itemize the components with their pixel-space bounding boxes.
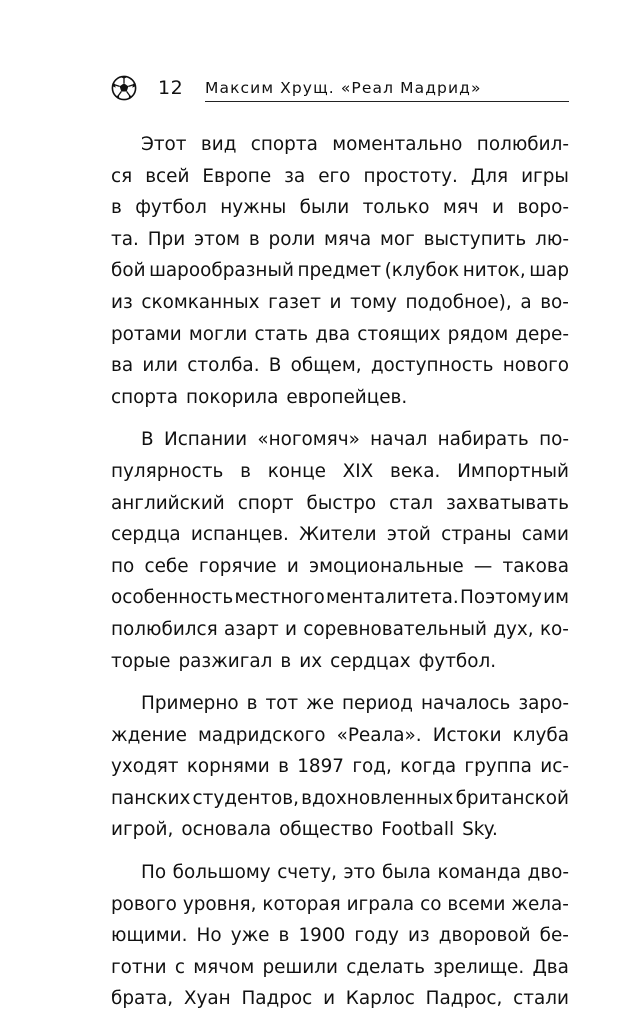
paragraph [111, 424, 569, 677]
body-text [111, 129, 569, 1026]
text-line: готни с мячом решили сделать зрелище. Два [111, 956, 569, 978]
text-line: в футбол нужны были только мяч и воро- [111, 197, 569, 219]
text-line: панских студентов, вдохновленных британской [111, 787, 569, 809]
text-line: По большому счету, это была команда дво- [141, 862, 569, 884]
text-line: рового уровня, которая играла со всеми жела- [111, 893, 569, 915]
text-line: В Испании «ногомяч» начал набирать по- [141, 429, 569, 451]
text-line: та. При этом в роли мяча мог выступить лю- [111, 228, 569, 250]
text-line: особенность местного менталитета. Поэтому им [111, 587, 569, 609]
soccer-ball-icon [111, 75, 137, 101]
text-line: ва или столба. В общем, доступность нового [111, 355, 569, 377]
text-line: ротами могли стать два стоящих рядом дере- [111, 323, 569, 345]
text-line: бой шарообразный предмет (клубок ниток, шар [111, 260, 569, 282]
running-title: Максим Хрущ. «Реал Мадрид» [205, 79, 482, 97]
text-line: игрой, основала общество Football Sky. [111, 819, 498, 841]
text-line: ющими. Но уже в 1900 году из дворовой бе- [111, 925, 569, 947]
paragraph [111, 129, 569, 413]
text-line: уходят корнями в 1897 год, когда группа ис- [111, 756, 569, 778]
text-line: ся всей Европе за его простоту. Для игры [111, 165, 569, 187]
text-line: по себе горячие и эмоциональные — такова [111, 555, 569, 577]
text-line: сердца испанцев. Жители этой страны сами [111, 524, 569, 546]
text-line: ждение мадридского «Реала». Истоки клуба [111, 724, 569, 746]
text-line: английский спорт быстро стал захватывать [111, 492, 569, 514]
text-line: Примерно в тот же период началось заро- [141, 693, 569, 715]
header-rule [205, 101, 569, 102]
text-line: из скомканных газет и тому подобное), а во- [111, 291, 569, 313]
text-line: торые разжигал в их сердцах футбол. [111, 650, 497, 672]
page-header [111, 74, 569, 104]
paragraph [111, 857, 569, 1015]
text-line: пулярность в конце XIX века. Импортный [111, 460, 569, 482]
text-line: спорта покорила европейцев. [111, 386, 408, 408]
text-line: Этот вид спорта моментально полюбил- [141, 134, 569, 155]
text-line: брата, Хуан Падрос и Карлос Падрос, стали [111, 988, 569, 1010]
paragraph [111, 688, 569, 846]
page-number: 12 [158, 77, 184, 99]
text-line: полюбился азарт и соревновательный дух, ко- [111, 618, 569, 640]
